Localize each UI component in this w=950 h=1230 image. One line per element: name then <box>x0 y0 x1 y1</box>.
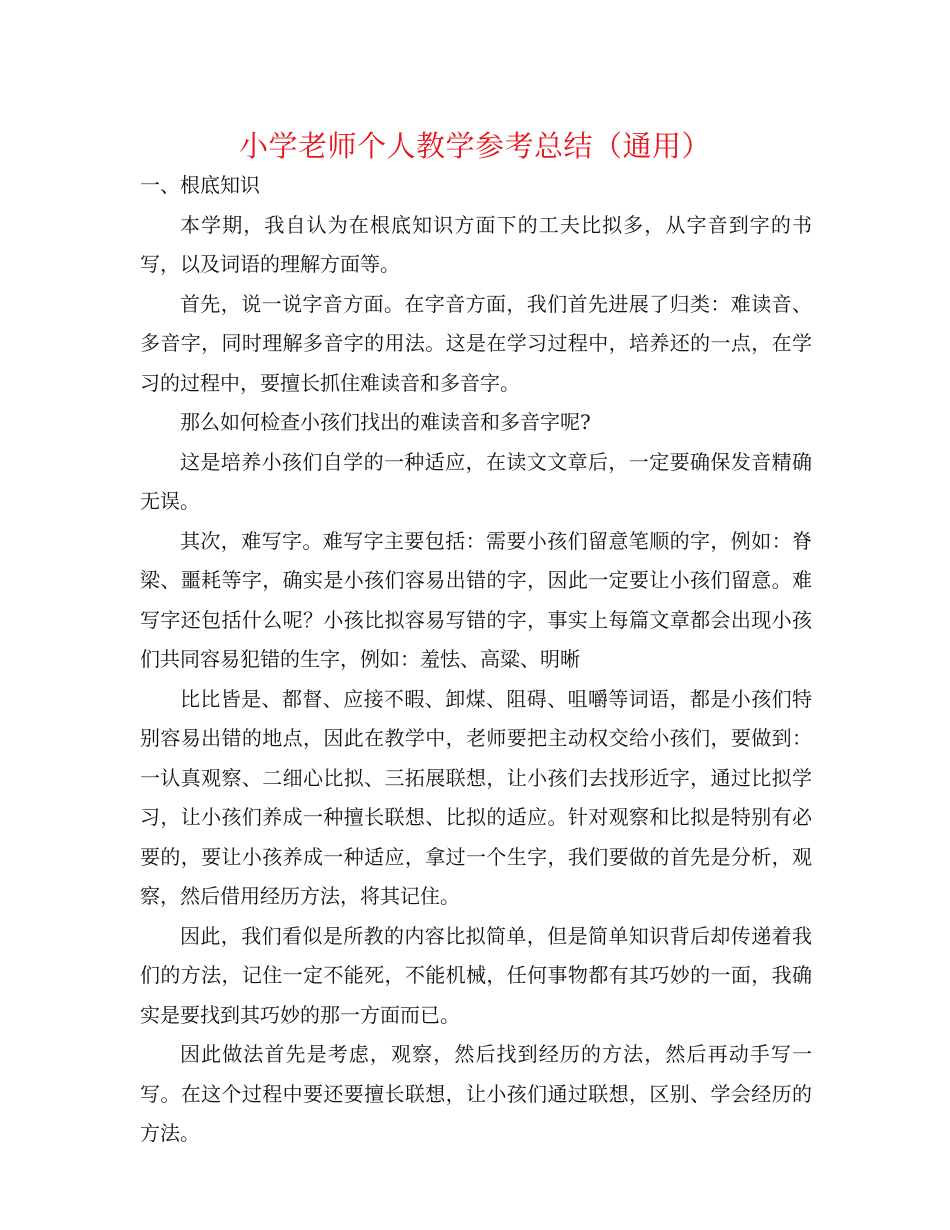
paragraph-8: 因此做法首先是考虑，观察，然后找到经历的方法，然后再动手写一写。在这个过程中要还要擅长联想，让小孩们通过联想，区别、学会经历的方法。 <box>140 1042 812 1145</box>
paragraph-2: 首先，说一说字音方面。在字音方面，我们首先进展了归类：难读音、多音字，同时理解多音字的用法。这是在学习过程中，培养还的一点，在学习的过程中，要擅长抓住难读音和多音字。 <box>140 291 812 395</box>
document-title: 小学老师个人教学参考总结（通用） <box>238 129 711 163</box>
document-body <box>140 166 812 1154</box>
paragraph-4: 这是培养小孩们自学的一种适应，在读文文章后，一定要确保发音精确无误。 <box>140 449 812 513</box>
paragraph-3: 那么如何检查小孩们找出的难读音和多音字呢? <box>180 410 591 434</box>
paragraph-5: 其次，难写字。难写字主要包括：需要小孩们留意笔顺的字，例如：脊梁、噩耗等字，确实是小孩们容易出错的字，因此一定要让小孩们留意。难写字还包括什么呢？小孩比拟容易写错的字，事实上每篇文章都会出现小孩们共同容易犯错的生字，例如：羞怯、高粱、明晰 <box>140 528 812 671</box>
paragraph-1: 本学期，我自认为在根底知识方面下的工夫比拟多，从字音到字的书写，以及词语的理解方面等。 <box>140 212 812 276</box>
section-heading: 一、根底知识 <box>140 173 260 197</box>
paragraph-6: 比比皆是、都督、应接不暇、卸煤、阻碍、咀嚼等词语，都是小孩们特别容易出错的地点，因此在教学中，老师要把主动权交给小孩们，要做到：一认真观察、二细心比拟、三拓展联想，让小孩们去找形近字，通过比拟学习，让小孩们养成一种擅长联想、比拟的适应。针对观察和比拟是特别有必要的，要让小孩养成一种适应，拿过一个生字，我们要做的首先是分析，观察，然后借用经历方法，将其记住。 <box>140 686 812 908</box>
paragraph-7: 因此，我们看似是所教的内容比拟简单，但是简单知识背后却传递着我们的方法，记住一定不能死，不能机械，任何事物都有其巧妙的一面，我确实是要找到其巧妙的那一方面而已。 <box>140 923 812 1027</box>
